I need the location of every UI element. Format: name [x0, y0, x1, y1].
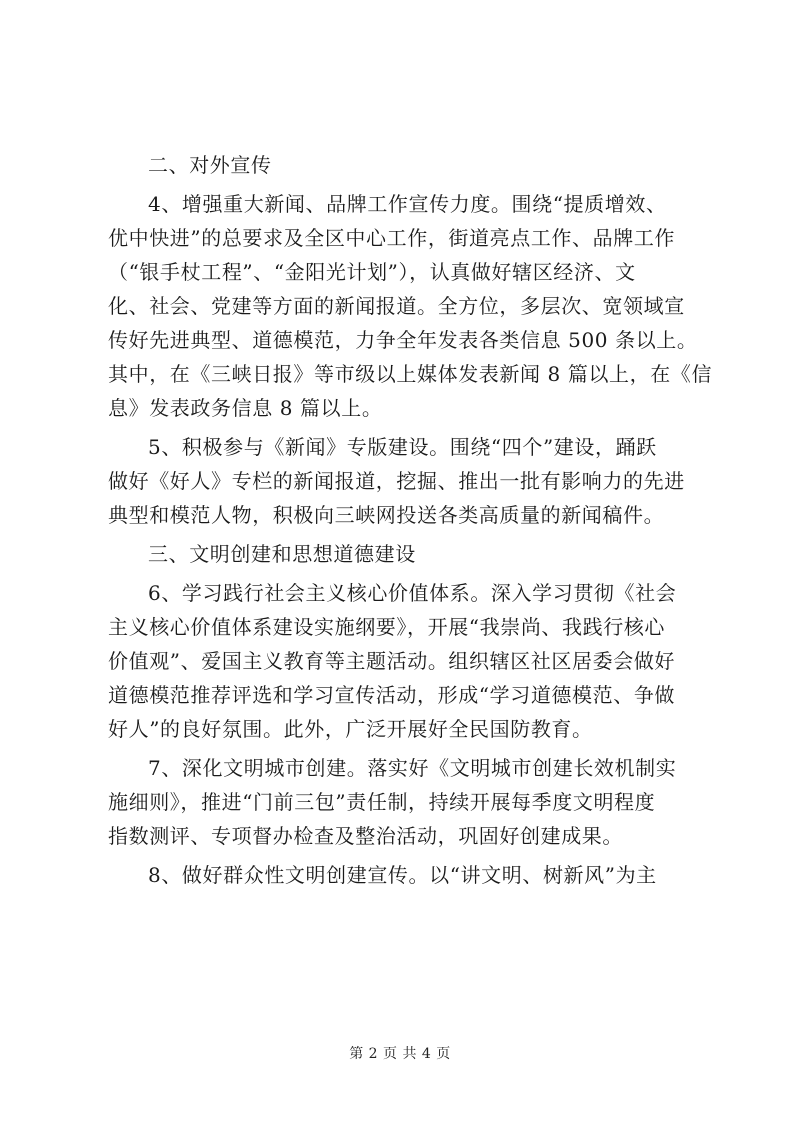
paragraph-line: 主义核心价值体系建设实施纲要》，开展“我崇尚、我践行核心 [108, 615, 666, 639]
paragraph-line: 化、社会、党建等方面的新闻报道。全方位，多层次、宽领域宣 [108, 294, 685, 318]
paragraph-line: 4、增强重大新闻、品牌工作宣传力度。围绕“提质增效、 [148, 192, 667, 216]
paragraph-line: 7、深化文明城市创建。落实好《文明城市创建长效机制实 [148, 756, 677, 780]
paragraph-line: （“银手杖工程”、“金阳光计划”），认真做好辖区经济、文 [108, 260, 636, 284]
paragraph-4 [108, 187, 713, 425]
section-heading-external-publicity: 二、对外宣传 [148, 153, 272, 177]
paragraph-6 [108, 576, 708, 746]
paragraph-line: 息》发表政务信息 8 篇以上。 [108, 396, 383, 420]
paragraph-line: 传好先进典型、道德模范，力争全年发表各类信息 500 条以上。 [108, 328, 698, 352]
paragraph-line: 优中快进”的总要求及全区中心工作，街道亮点工作、品牌工作 [108, 226, 676, 250]
paragraph-line: 典型和模范人物，积极向三峡网投送各类高质量的新闻稿件。 [108, 503, 665, 527]
paragraph-line: 施细则》，推进“门前三包”责任制，持续开展每季度文明程度 [108, 790, 656, 814]
document-body [108, 148, 713, 892]
paragraph-line: 道德模范推荐评选和学习宣传活动，形成“学习道德模范、争做 [108, 683, 676, 707]
paragraph-8 [108, 858, 708, 892]
paragraph-7 [108, 751, 708, 853]
paragraph-line: 做好《好人》专栏的新闻报道，挖掘、推出一批有影响力的先进 [108, 469, 685, 493]
paragraph-line: 指数测评、专项督办检查及整治活动，巩固好创建成果。 [108, 824, 623, 848]
paragraph-line: 好人”的良好氛围。此外，广泛开展好全民国防教育。 [108, 717, 593, 741]
paragraph-line: 5、积极参与《新闻》专版建设。围绕“四个”建设，踊跃 [148, 435, 657, 459]
paragraph-5 [108, 430, 708, 532]
page-number-footer: 第 2 页 共 4 页 [349, 1046, 451, 1062]
paragraph-line: 8、做好群众性文明创建宣传。以“讲文明、树新风”为主 [148, 863, 657, 887]
section-heading-civilization-building: 三、文明创建和思想道德建设 [148, 542, 416, 566]
paragraph-line: 6、学习践行社会主义核心价值体系。深入学习贯彻《社会 [148, 581, 677, 605]
paragraph-line: 其中，在《三峡日报》等市级以上媒体发表新闻 8 篇以上，在《信 [108, 362, 713, 386]
paragraph-line: 价值观”、爱国主义教育等主题活动。组织辖区社区居委会做好 [108, 649, 676, 673]
